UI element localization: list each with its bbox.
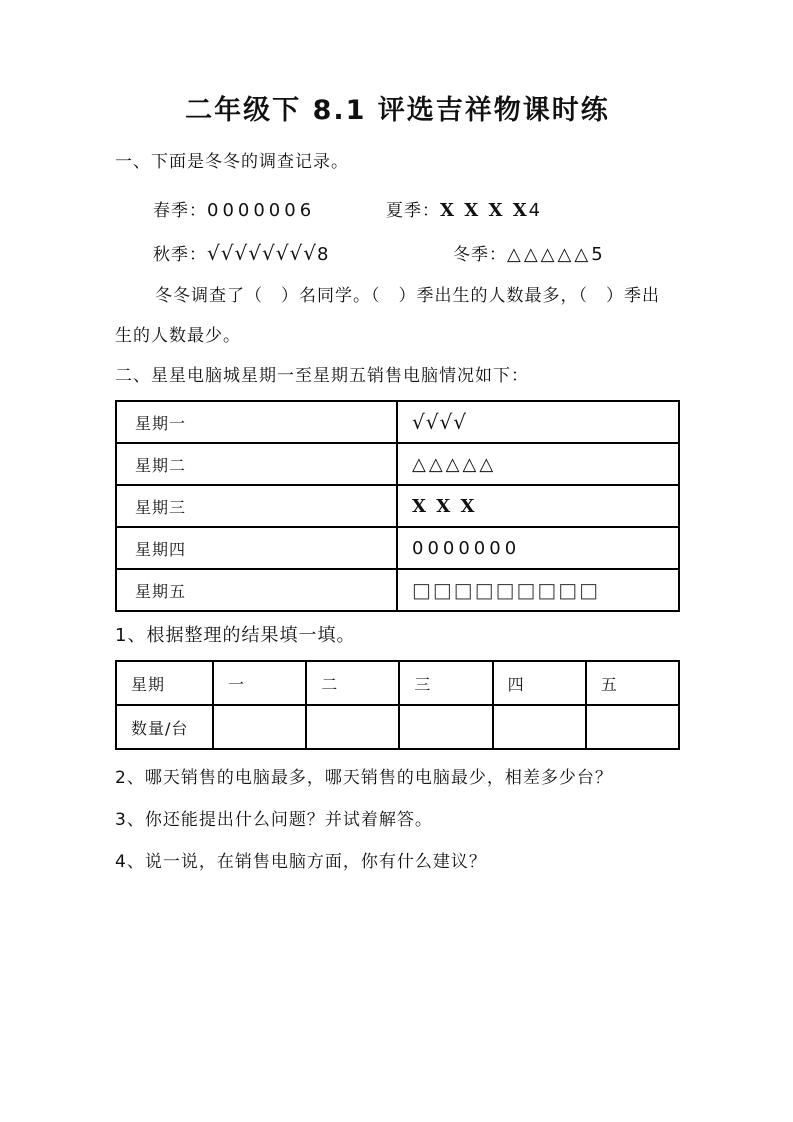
answer-cell-wed[interactable] [399, 705, 492, 749]
record-summer [386, 198, 540, 224]
answer-cell-tue[interactable] [306, 705, 399, 749]
fill-table-answer-row [116, 705, 679, 749]
tally-squares: □□□□□□□□□ [412, 578, 601, 602]
header-cell-thu: 四 [493, 661, 586, 705]
page-title: 二年级下 8.1 评选吉祥物课时练 [185, 95, 610, 126]
tally-zeros: 0000000 [412, 537, 521, 559]
header-cell-wed: 三 [399, 661, 492, 705]
fill-table-header-row [116, 661, 679, 705]
day-label: 星期一 [116, 401, 397, 443]
season-label: 冬季： [453, 245, 507, 265]
record-autumn [153, 240, 453, 268]
day-label: 星期二 [116, 443, 397, 485]
table-row [116, 401, 679, 443]
quantity-row-label: 数量/台 [116, 705, 213, 749]
header-cell-tue: 二 [306, 661, 399, 705]
table-row [116, 443, 679, 485]
day-label: 星期五 [116, 569, 397, 611]
table-row [116, 569, 679, 611]
record-winter [453, 242, 603, 268]
tally-count: 5 [591, 244, 603, 265]
section2-heading: 二、星星电脑城星期一至星期五销售电脑情况如下： [115, 366, 529, 386]
table-row [116, 527, 679, 569]
season-label: 春季： [153, 201, 207, 221]
table-row [116, 485, 679, 527]
question-1 [115, 624, 680, 648]
section1-heading: 一、下面是冬冬的调查记录。 [115, 152, 349, 172]
season-label: 秋季： [153, 245, 207, 265]
tally-zeros: 000000 [207, 200, 300, 221]
tally-count: 8 [316, 244, 329, 265]
tally-count: 4 [528, 200, 541, 221]
day-label: 星期三 [116, 485, 397, 527]
question-3: 3、你还能提出什么问题？并试着解答。 [115, 810, 433, 830]
header-cell-fri: 五 [586, 661, 679, 705]
sales-record-table [115, 400, 680, 612]
survey-records [153, 198, 680, 268]
season-label: 夏季： [386, 201, 440, 221]
fill-in-table [115, 660, 680, 750]
record-line-2 [153, 240, 680, 268]
question-4: 4、说一说，在销售电脑方面，你有什么建议？ [115, 852, 487, 872]
tally-triangles: △△△△△ [507, 244, 592, 265]
answer-cell-thu[interactable] [493, 705, 586, 749]
day-label: 星期四 [116, 527, 397, 569]
answer-cell-fri[interactable] [586, 705, 679, 749]
tally-count: 6 [299, 200, 312, 221]
tally-x-marks: X X X X [440, 200, 529, 221]
record-spring [153, 198, 386, 224]
header-cell-mon: 一 [213, 661, 306, 705]
header-cell-week: 星期 [116, 661, 213, 705]
answer-cell-mon[interactable] [213, 705, 306, 749]
question-number: 1、根据整理的结果填一填。 [115, 625, 356, 646]
record-line-1 [153, 198, 680, 224]
question-2: 2、哪天销售的电脑最多，哪天销售的电脑最少，相差多少台？ [115, 768, 613, 788]
tally-x-marks: X X X [412, 495, 477, 517]
tally-checkmarks: √√√√√√√√ [207, 241, 317, 265]
tally-checkmarks: √√√√ [412, 410, 467, 434]
section1-question-line2: 生的人数最少。 [115, 326, 241, 346]
tally-triangles: △△△△△ [412, 453, 497, 475]
section1-question-line1: 冬冬调查了（ ）名同学。（ ）季出生的人数最多，（ ）季出 [155, 286, 660, 306]
